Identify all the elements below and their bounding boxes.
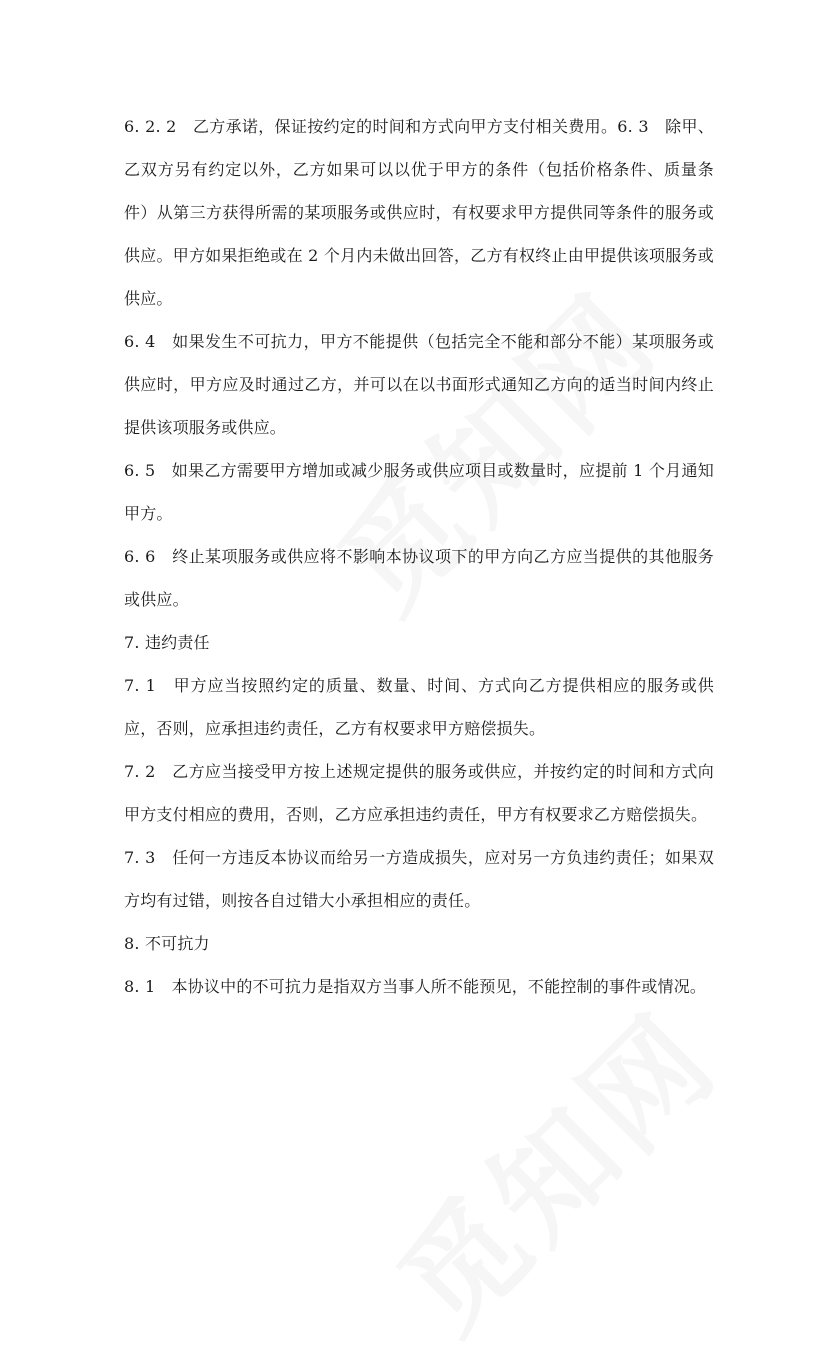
paragraph-7-2: 7. 2 乙方应当接受甲方按上述规定提供的服务或供应，并按约定的时间和方式向甲方支付相应的费用，否则，乙方应承担违约责任，甲方有权要求乙方赔偿损失。 [124, 762, 714, 824]
paragraph-6-4: 6. 4 如果发生不可抗力，甲方不能提供（包括完全不能和部分不能）某项服务或供应时，甲方应及时通过乙方，并可以在以书面形式通知乙方向的适当时间内终止提供该项服务或供应。 [124, 332, 714, 437]
document-body [124, 105, 714, 1008]
paragraph-6-5: 6. 5 如果乙方需要甲方增加或减少服务或供应项目或数量时，应提前 1 个月通知甲方。 [124, 461, 714, 523]
paragraph-7-3: 7. 3 任何一方违反本协议而给另一方造成损失，应对另一方负违约责任；如果双方均有过错，则按各自过错大小承担相应的责任。 [124, 848, 714, 910]
paragraph-6-6: 6. 6 终止某项服务或供应将不影响本协议项下的甲方向乙方应当提供的其他服务或供应。 [124, 547, 714, 609]
paragraph-8-1: 8. 1 本协议中的不可抗力是指双方当事人所不能预见，不能控制的事件或情况。 [124, 977, 707, 996]
paragraph-6-2-2: 6. 2. 2 乙方承诺，保证按约定的时间和方式向甲方支付相关费用。6. 3 除甲、乙双方另有约定以外，乙方如果可以以优于甲方的条件（包括价格条件、质量条件）从第三方获得所需的某项服务或供应时，有权要求甲方提供同等条件的服务或供应。甲方如果拒绝或在 2 个月内未做出回答，乙方有权终止由甲提供该项服务或供应。 [124, 117, 714, 308]
section-heading-7: 7. 违约责任 [124, 633, 210, 652]
watermark [355, 969, 748, 1362]
paragraph-7-1: 7. 1 甲方应当按照约定的质量、数量、时间、方式向乙方提供相应的服务或供应，否则，应承担违约责任，乙方有权要求甲方赔偿损失。 [124, 676, 714, 738]
section-heading-8: 8. 不可抗力 [124, 934, 210, 953]
